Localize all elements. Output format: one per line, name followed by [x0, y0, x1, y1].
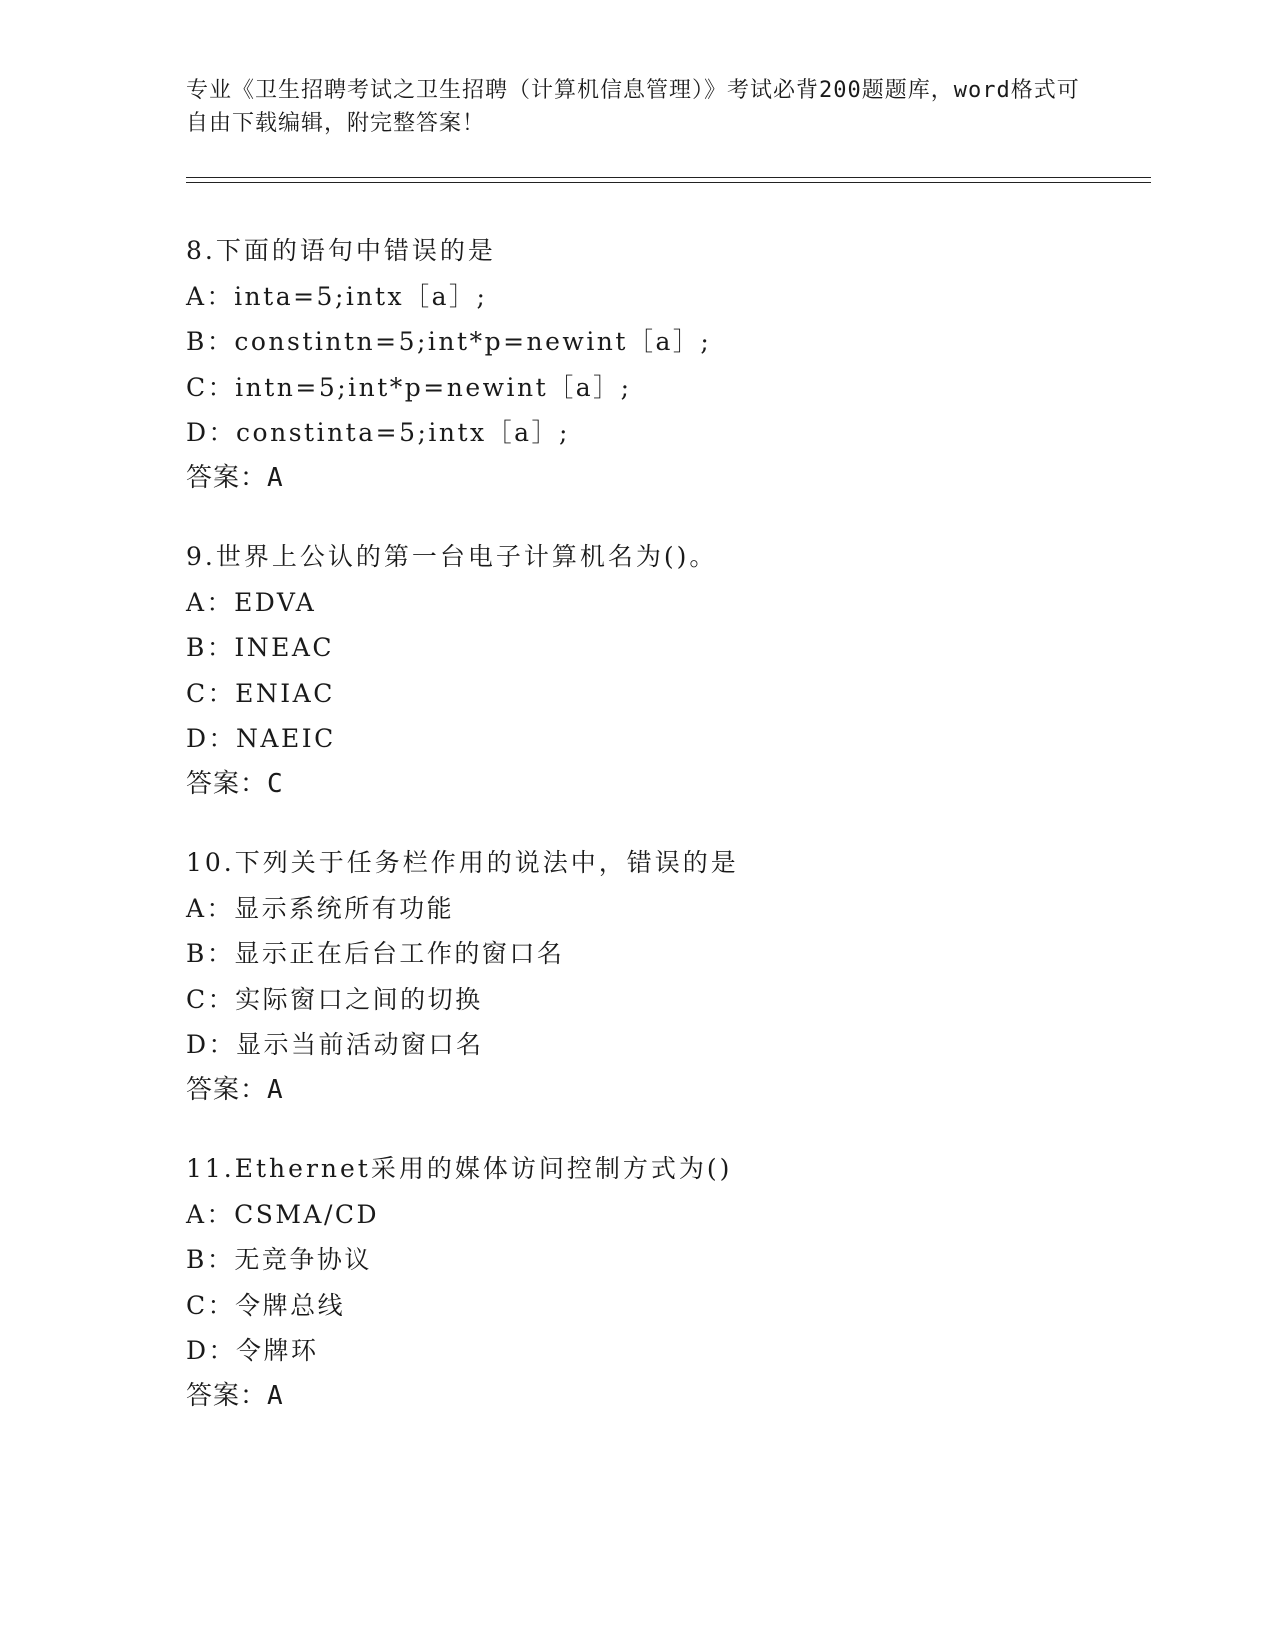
- question-10: [186, 840, 1146, 1113]
- answer-label: 答案：: [186, 1380, 268, 1411]
- option-d: [186, 410, 1146, 456]
- option-text: inta=5;intx［a］;: [234, 281, 488, 311]
- document-header: 专业《卫生招聘考试之卫生招聘（计算机信息管理）》考试必背200题题库，word格式可自由下载编辑，附完整答案！: [186, 78, 1080, 136]
- header-rule-bottom: [186, 182, 1151, 183]
- question-9: [186, 534, 1146, 807]
- question-title: 8.下面的语句中错误的是: [186, 236, 496, 265]
- option-a: [186, 886, 1146, 932]
- option-c: [186, 1283, 1146, 1329]
- option-b: [186, 625, 1146, 671]
- option-text: constintn=5;int*p=newint［a］;: [234, 327, 712, 356]
- option-key: A：: [186, 281, 235, 311]
- option-text: constinta=5;intx［a］;: [236, 418, 570, 447]
- question-title: 9.世界上公认的第一台电子计算机名为()。: [186, 542, 718, 571]
- option-key: B：: [186, 327, 235, 356]
- answer-line: [186, 456, 1146, 502]
- option-key: D：: [186, 1336, 237, 1365]
- answer-label: 答案：: [186, 1074, 268, 1105]
- option-key: A：: [186, 1199, 235, 1229]
- option-key: C：: [186, 678, 236, 708]
- option-a: [186, 580, 1146, 626]
- option-b: [186, 1237, 1146, 1283]
- answer-value: C: [267, 768, 284, 799]
- option-key: C：: [186, 984, 236, 1014]
- option-c: [186, 365, 1146, 411]
- option-key: D：: [186, 418, 237, 447]
- option-key: C：: [186, 372, 236, 402]
- option-text: 显示正在后台工作的窗口名: [234, 939, 565, 968]
- option-key: A：: [186, 893, 235, 923]
- option-key: C：: [186, 1290, 236, 1320]
- question-title: 10.下列关于任务栏作用的说法中，错误的是: [186, 848, 739, 877]
- answer-line: [186, 1068, 1146, 1114]
- option-text: 无竞争协议: [234, 1245, 372, 1274]
- answer-value: A: [267, 1074, 284, 1105]
- option-text: ENIAC: [235, 678, 335, 708]
- option-d: [186, 1022, 1146, 1068]
- option-text: 显示系统所有功能: [234, 893, 455, 923]
- question-11: [186, 1146, 1146, 1419]
- option-b: [186, 319, 1146, 365]
- option-d: [186, 716, 1146, 762]
- option-text: CSMA/CD: [234, 1199, 380, 1229]
- option-key: B：: [186, 633, 235, 662]
- option-text: NAEIC: [236, 724, 336, 753]
- answer-line: [186, 762, 1146, 808]
- answer-value: A: [267, 462, 284, 493]
- option-d: [186, 1328, 1146, 1374]
- option-text: 令牌环: [236, 1336, 319, 1365]
- header-rule-top: [186, 177, 1151, 178]
- answer-label: 答案：: [186, 462, 268, 493]
- option-key: A：: [186, 587, 235, 617]
- option-key: B：: [186, 939, 235, 968]
- option-text: INEAC: [234, 633, 335, 662]
- option-key: D：: [186, 724, 237, 753]
- question-8: [186, 228, 1146, 501]
- option-a: [186, 274, 1146, 320]
- answer-value: A: [267, 1380, 284, 1411]
- answer-label: 答案：: [186, 768, 268, 799]
- answer-line: [186, 1374, 1146, 1420]
- option-text: 令牌总线: [235, 1290, 346, 1320]
- option-key: D：: [186, 1030, 237, 1059]
- option-a: [186, 1192, 1146, 1238]
- option-text: EDVA: [234, 587, 317, 617]
- option-key: B：: [186, 1245, 235, 1274]
- option-text: 实际窗口之间的切换: [235, 984, 483, 1014]
- question-title: 11.Ethernet采用的媒体访问控制方式为(): [186, 1154, 733, 1183]
- option-b: [186, 931, 1146, 977]
- option-text: 显示当前活动窗口名: [236, 1030, 484, 1059]
- option-c: [186, 977, 1146, 1023]
- option-text: intn=5;int*p=newint［a］;: [235, 372, 632, 402]
- option-c: [186, 671, 1146, 717]
